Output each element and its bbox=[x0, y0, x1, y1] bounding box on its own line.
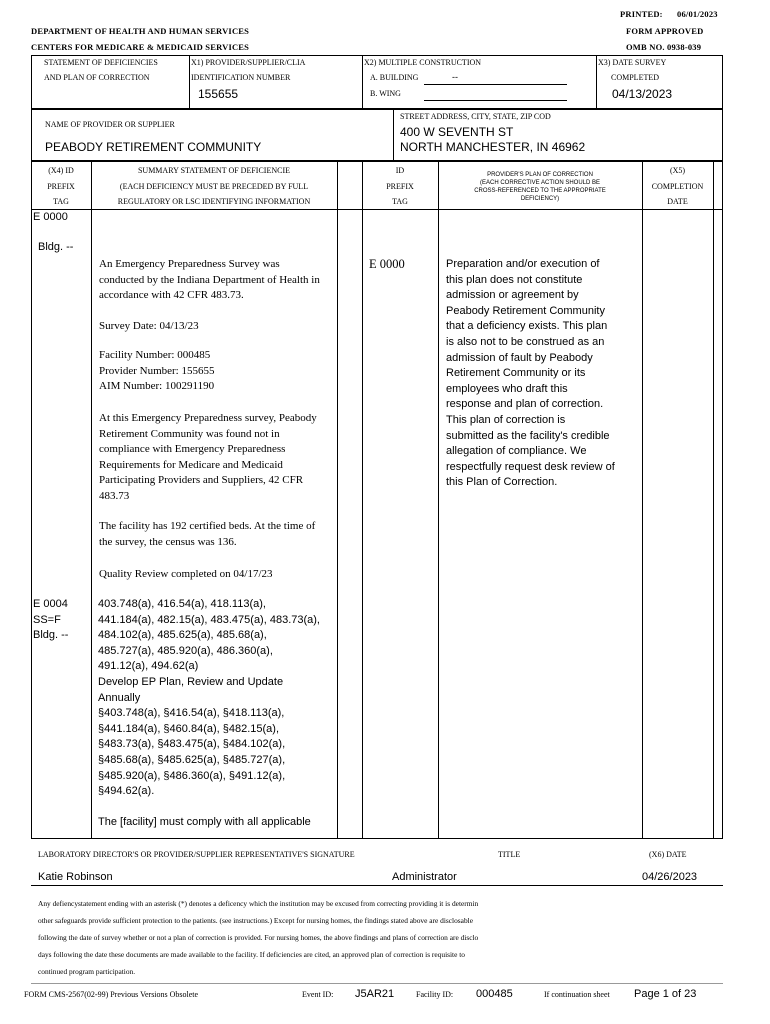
signature-date: 04/26/2023 bbox=[642, 871, 698, 883]
disclaimer-line-3: following the date of survey whether or not a plan of correction is provided. For nursing homes, the above findings and plans of correction are disclo bbox=[38, 933, 479, 942]
x5-header-2: COMPLETION bbox=[651, 182, 704, 191]
disclaimer bbox=[38, 895, 728, 980]
provider-id-label-1: X1) PROVIDER/SUPPLIER/CLIA bbox=[191, 58, 306, 67]
date-survey-label-1: X3) DATE SURVEY bbox=[598, 58, 667, 67]
page-number: Page 1 of 23 bbox=[634, 988, 697, 1000]
form-number: FORM CMS-2567(02-99) Previous Versions Obsolete bbox=[24, 990, 199, 999]
x4-header-2: PREFIX bbox=[47, 182, 75, 191]
x4-header-3: TAG bbox=[53, 197, 69, 206]
id-header-1: ID bbox=[395, 166, 405, 175]
signature-label: LABORATORY DIRECTOR'S OR PROVIDER/SUPPLIER REPRESENTATIVE'S SIGNATURE bbox=[38, 850, 355, 859]
disclaimer-line-5: continued program participation. bbox=[38, 967, 136, 976]
x5-header-1: (X5) bbox=[669, 166, 686, 175]
wing-label: B. WING bbox=[370, 89, 401, 98]
survey-date: Survey Date: 04/13/23 bbox=[99, 320, 199, 332]
event-id-value: J5AR21 bbox=[355, 988, 395, 1000]
summary-paragraph-1: An Emergency Preparedness Survey was conducted by the Indiana Department of Health in accordance with 42 CFR 483.73. bbox=[99, 258, 320, 302]
building-label: A. BUILDING bbox=[370, 73, 419, 82]
address-label: STREET ADDRESS, CITY, STATE, ZIP COD bbox=[400, 112, 551, 121]
tag-e0004: E 0004 SS=F Bldg. -- bbox=[33, 598, 69, 642]
must-comply-text: The [facility] must comply with all applicable bbox=[98, 816, 311, 828]
provider-id-value: 155655 bbox=[198, 87, 239, 101]
summary-paragraph-2: At this Emergency Preparedness survey, Peabody Retirement Community was found not in compliance with Emergency Preparedness Requirements for Medicare and Medicaid Participating Providers and Suppliers, 42 CFR 483.73 bbox=[99, 412, 317, 502]
bldg-1: Bldg. -- bbox=[38, 241, 74, 253]
statement-label-1: STATEMENT OF DEFICIENCIES bbox=[44, 58, 158, 67]
date-survey-label-2: COMPLETED bbox=[611, 73, 659, 82]
plan-header-4: DEFICIENCY) bbox=[520, 196, 560, 202]
plan-header-2: (EACH CORRECTIVE ACTION SHOULD BE bbox=[479, 180, 601, 186]
form-approved: FORM APPROVED bbox=[626, 26, 704, 36]
provider-name-label: NAME OF PROVIDER OR SUPPLIER bbox=[45, 120, 175, 129]
disclaimer-line-4: days following the date these documents are made available to the facility. If deficiencies are cited, an approved plan of correction is requisite to bbox=[38, 950, 465, 959]
summary-header-1: SUMMARY STATEMENT OF DEFICIENCIE bbox=[137, 166, 291, 175]
id-header-3: TAG bbox=[392, 197, 408, 206]
summary-header-2: (EACH DEFICIENCY MUST BE PRECEDED BY FULL bbox=[119, 182, 309, 191]
disclaimer-line-1: Any defiencystatement ending with an asterisk (*) denotes a deficency which the institution may be excused from correcting providing it is determin bbox=[38, 899, 479, 908]
statement-label-2: AND PLAN OF CORRECTION bbox=[44, 73, 150, 82]
title-label: TITLE bbox=[498, 850, 521, 859]
plan-header-1: PROVIDER'S PLAN OF CORRECTION bbox=[487, 172, 593, 178]
address-line-2: NORTH MANCHESTER, IN 46962 bbox=[400, 140, 586, 154]
event-id-label: Event ID: bbox=[302, 990, 334, 999]
printed-date: 06/01/2023 bbox=[677, 9, 718, 19]
facility-id-value: 000485 bbox=[476, 988, 513, 1000]
id-header-2: PREFIX bbox=[386, 182, 414, 191]
plan-header-3: CROSS-REFERENCED TO THE APPROPRIATE bbox=[474, 188, 606, 194]
centers-title: CENTERS FOR MEDICARE & MEDICAID SERVICES bbox=[31, 42, 250, 52]
provider-name-value: PEABODY RETIREMENT COMMUNITY bbox=[45, 140, 262, 154]
multiple-construction-label: X2) MULTIPLE CONSTRUCTION bbox=[364, 58, 482, 67]
date-survey-value: 04/13/2023 bbox=[612, 87, 673, 101]
printed-label: PRINTED: bbox=[620, 9, 663, 19]
summary-header-3: REGULATORY OR LSC IDENTIFYING INFORMATION bbox=[117, 197, 311, 206]
plan-of-correction-text: Preparation and/or execution of this plan does not constitute admission or agreement by Peabody Retirement Community that a deficiency exists. This plan is also not to be construed as an admission of fault by Peabody Retirement Community or its employees who draft this response and plan of correction. This plan of correction is submitted as the facility's credible allegation of compliance. We respectfully request desk review of this Plan of Correction. bbox=[446, 258, 615, 489]
signatory-title: Administrator bbox=[392, 871, 457, 883]
quality-review: Quality Review completed on 04/17/23 bbox=[99, 568, 273, 580]
facility-id-label: Facility ID: bbox=[416, 990, 454, 999]
continuation-label: If continuation sheet bbox=[544, 990, 610, 999]
x5-header-3: DATE bbox=[667, 197, 688, 206]
tag-e0000: E 0000 bbox=[33, 211, 68, 223]
department-title: DEPARTMENT OF HEALTH AND HUMAN SERVICES bbox=[31, 26, 250, 36]
provider-id-label-2: IDENTIFICATION NUMBER bbox=[191, 73, 291, 82]
summary-paragraph-3: The facility has 192 certified beds. At the time of the survey, the census was 136. bbox=[99, 520, 316, 548]
plan-tag-e0000: E 0000 bbox=[369, 257, 405, 271]
building-value: -- bbox=[452, 72, 458, 82]
x4-header-1: (X4) ID bbox=[48, 166, 74, 175]
facility-numbers: Facility Number: 000485 Provider Number: 155655 AIM Number: 100291190 bbox=[99, 349, 215, 393]
regulation-references: 403.748(a), 416.54(a), 418.113(a), 441.184(a), 482.15(a), 483.475(a), 483.73(a), 484.102(a), 485.625(a), 485.68(a), 485.727(a), 485.920(a), 486.360(a), 491.12(a), 494.62(a) Develop EP Plan, Review and Update Annually §403.748(a), §416.54(a), §418.113(a), §441.184(a), §460.84(a), §482.15(a), §483.73(a), §483.475(a), §484.102(a), §485.68(a), §485.625(a), §485.727(a), §485.920(a), §486.360(a), §491.12(a), §494.62(a). bbox=[98, 598, 320, 798]
disclaimer-line-2: other safeguards provide sufficient protection to the patients. (see instructions.) Except for nursing homes, the findings stated above are disclosable bbox=[38, 916, 473, 925]
signatory-name: Katie Robinson bbox=[38, 871, 113, 883]
omb-number: OMB NO. 0938-039 bbox=[626, 42, 702, 52]
signature-date-label: (X6) DATE bbox=[649, 850, 687, 859]
address-line-1: 400 W SEVENTH ST bbox=[400, 125, 514, 139]
